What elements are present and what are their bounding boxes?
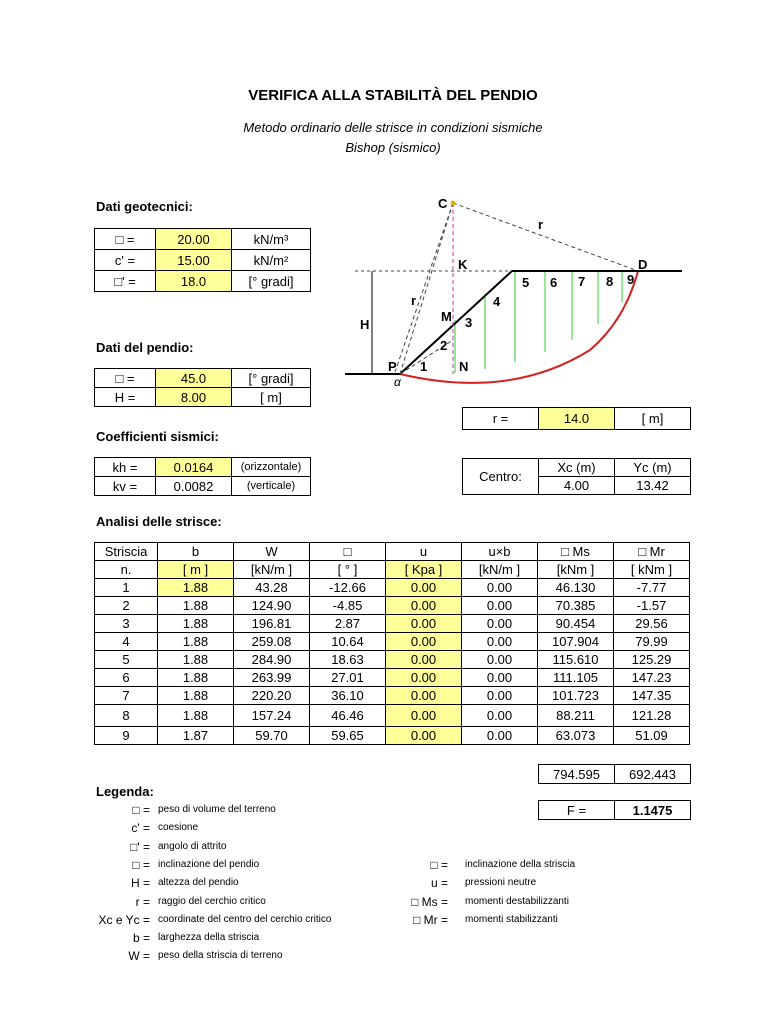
table-cell: -7.77 [614,579,690,597]
table-cell: 1.88 [158,669,234,687]
legend-text: peso di volume del terreno [158,804,276,815]
table-cell: 1.88 [158,633,234,651]
geo-sym: □' = [95,271,156,292]
legend-text: angolo di attrito [158,840,227,852]
label-r1: r [411,293,417,308]
table-cell: 0.00 [386,633,462,651]
geo-sym: c' = [95,250,156,271]
total-ms: 794.595 [539,765,615,784]
table-cell: 46.130 [538,579,614,597]
table-cell: 0.00 [462,615,538,633]
legend-symbol: u = [430,876,448,891]
geo-unit: kN/m³ [232,229,311,250]
table-cell: 125.29 [614,651,690,669]
seismic-val: 0.0082 [156,477,232,496]
page-title: VERIFICA ALLA STABILITÀ DEL PENDIO [248,87,538,104]
table-cell: 107.904 [538,633,614,651]
table-cell: 10.64 [310,633,386,651]
table-cell: 0.00 [386,687,462,705]
seismic-heading: Coefficienti sismici: [96,429,219,444]
subtitle-bishop: Bishop (sismico) [345,140,441,155]
geo-table [94,228,311,292]
table-cell: 1.88 [158,651,234,669]
table-cell: 101.723 [538,687,614,705]
table-cell: 27.01 [310,669,386,687]
table-cell: 79.99 [614,633,690,651]
legend-text: inclinazione della striscia [465,859,576,870]
table-cell: 6 [95,669,158,687]
col-unit: [ m ] [158,561,234,579]
slope-table [94,368,311,407]
table-cell: 63.073 [538,727,614,745]
slope-diagram [340,190,690,395]
col-header: W [234,543,310,561]
table-row [95,727,690,745]
center-label: Centro: [463,459,539,495]
geo-val: 20.00 [156,229,232,250]
totals-table [538,764,691,784]
table-cell: 220.20 [234,687,310,705]
table-cell: 0.00 [462,597,538,615]
radius-unit: [ m] [615,408,691,430]
safety-factor-table [538,800,691,820]
legend-symbol: b = [132,931,150,946]
col-header: u [386,543,462,561]
legend-text: altezza del pendio [158,877,239,889]
col-header: □ Ms [538,543,614,561]
seismic-unit: (verticale) [232,477,311,496]
legend-symbol: □ Mr = [413,912,448,927]
legend-symbol: □' = [130,839,150,854]
table-row [95,633,690,651]
table-cell: 7 [95,687,158,705]
label-c: C [438,196,448,211]
slope-heading: Dati del pendio: [96,340,194,355]
slice-lines [455,271,622,373]
table-cell: 0.00 [462,687,538,705]
slice-number: 4 [493,294,501,309]
table-cell: 59.70 [234,727,310,745]
geo-val: 18.0 [156,271,232,292]
table-row [95,651,690,669]
label-d: D [638,257,648,272]
table-cell: 1 [95,579,158,597]
col-unit: [ kNm ] [614,561,690,579]
table-cell: 121.28 [614,705,690,727]
table-cell: 115.610 [538,651,614,669]
table-cell: 259.08 [234,633,310,651]
slice-number: 9 [627,272,635,287]
table-cell: 0.00 [386,615,462,633]
table-cell: 284.90 [234,651,310,669]
slice-number: 7 [578,274,586,289]
radius-label: r = [463,408,539,430]
yc-value: 13.42 [615,477,691,495]
legend-symbol: r = [135,894,150,909]
label-k: K [458,257,468,272]
legend-heading: Legenda: [96,784,154,799]
table-cell: 111.105 [538,669,614,687]
slope-unit: [ m] [232,388,311,407]
table-cell: 59.65 [310,727,386,745]
legend-symbol: □ = [430,858,448,872]
legend-symbol: c' = [131,821,150,836]
slope-sym: H = [95,388,156,407]
table-cell: 3 [95,615,158,633]
col-header: □ [310,543,386,561]
table-row [95,705,690,727]
label-h: H [360,317,370,332]
seismic-val: 0.0164 [156,458,232,477]
slice-number: 8 [606,274,614,289]
label-n: N [459,359,469,374]
table-cell: 1.88 [158,579,234,597]
col-unit: [kN/m ] [462,561,538,579]
table-cell: 8 [95,705,158,727]
table-row [95,669,690,687]
slope-val: 45.0 [156,369,232,388]
table-cell: 4 [95,633,158,651]
label-r2: r [538,217,544,232]
table-cell: 0.00 [386,651,462,669]
seismic-table [94,457,311,496]
seismic-unit: (orizzontale) [232,458,311,477]
table-cell: 0.00 [462,669,538,687]
total-mr: 692.443 [615,765,691,784]
slice-number: 1 [420,359,428,374]
table-cell: 0.00 [462,579,538,597]
table-cell: 147.23 [614,669,690,687]
legend-text: coordinate del centro del cerchio critico [158,913,332,925]
col-header: u×b [462,543,538,561]
center-point [451,201,456,206]
legend-text: pressioni neutre [465,877,537,889]
slice-number: 3 [465,315,473,330]
table-cell: 88.211 [538,705,614,727]
legend-text: peso della striscia di terreno [158,950,283,962]
slope-sym: □ = [95,369,156,388]
slice-number: 5 [522,275,530,290]
table-cell: 0.00 [386,579,462,597]
xc-value: 4.00 [539,477,615,495]
legend-symbol: □ = [132,803,150,817]
table-row [95,597,690,615]
col-header: □ Mr [614,543,690,561]
table-cell: -4.85 [310,597,386,615]
seismic-sym: kv = [95,477,156,496]
table-cell: 1.88 [158,687,234,705]
table-cell: 0.00 [386,705,462,727]
legend-text: raggio del cerchio critico [158,895,266,907]
table-cell: 51.09 [614,727,690,745]
table-cell: 5 [95,651,158,669]
legend-text: inclinazione del pendio [158,858,260,870]
seismic-sym: kh = [95,458,156,477]
legend-symbol: □ Ms = [411,894,448,909]
label-alpha: α [394,375,401,389]
label-m: M [441,309,452,324]
table-cell: 70.385 [538,597,614,615]
table-cell: 124.90 [234,597,310,615]
table-cell: 0.00 [462,633,538,651]
f-value: 1.1475 [615,801,691,820]
slice-number: 2 [440,338,448,353]
label-p: P [388,359,397,374]
table-cell: 1.88 [158,597,234,615]
table-cell: 2 [95,597,158,615]
center-table [462,458,691,495]
table-cell: 0.00 [462,727,538,745]
slice-number: 6 [550,275,558,290]
analysis-heading: Analisi delle strisce: [96,514,222,529]
legend-symbol: H = [130,876,150,891]
legend-text: momenti stabilizzanti [465,913,558,925]
subtitle-method: Metodo ordinario delle strisce in condizioni sismiche [243,120,543,135]
col-header: b [158,543,234,561]
table-cell: 1.88 [158,615,234,633]
table-cell: 43.28 [234,579,310,597]
radius-value: 14.0 [539,408,615,430]
col-unit: [kNm ] [538,561,614,579]
geo-unit: [° gradi] [232,271,311,292]
legend-text: coesione [158,822,199,834]
geo-unit: kN/m² [232,250,311,271]
table-row [95,579,690,597]
geo-sym: □ = [95,229,156,250]
slope-val: 8.00 [156,388,232,407]
failure-circle [400,271,638,383]
table-cell: 9 [95,727,158,745]
table-cell: 263.99 [234,669,310,687]
table-cell: 0.00 [462,651,538,669]
radius-table [462,407,691,430]
table-cell: 36.10 [310,687,386,705]
table-cell: 157.24 [234,705,310,727]
geo-heading: Dati geotecnici: [96,199,193,214]
f-label: F = [539,801,615,820]
col-unit: n. [95,561,158,579]
slices-table [94,542,690,745]
legend-symbol: Xc e Yc = [98,912,150,927]
table-cell: 147.35 [614,687,690,705]
table-cell: 2.87 [310,615,386,633]
table-cell: -1.57 [614,597,690,615]
table-cell: 90.454 [538,615,614,633]
legend-text: larghezza della striscia [158,932,260,944]
slope-unit: [° gradi] [232,369,311,388]
legend-symbol: □ = [132,857,150,872]
table-cell: 0.00 [386,727,462,745]
table-row [95,687,690,705]
table-cell: 196.81 [234,615,310,633]
legend-text: momenti destabilizzanti [465,895,569,907]
table-cell: 0.00 [386,669,462,687]
legend-symbol: W = [128,949,150,964]
geo-val: 15.00 [156,250,232,271]
col-unit: [ ° ] [310,561,386,579]
table-cell: 0.00 [386,597,462,615]
col-unit: [ Kpa ] [386,561,462,579]
table-row [95,615,690,633]
table-cell: 0.00 [462,705,538,727]
table-cell: 46.46 [310,705,386,727]
table-cell: 1.88 [158,705,234,727]
yc-header: Yc (m) [615,459,691,477]
table-cell: 1.87 [158,727,234,745]
table-cell: 18.63 [310,651,386,669]
table-cell: 29.56 [614,615,690,633]
radius-line-d [453,203,638,271]
col-unit: [kN/m ] [234,561,310,579]
xc-header: Xc (m) [539,459,615,477]
table-cell: -12.66 [310,579,386,597]
col-header: Striscia [95,543,158,561]
